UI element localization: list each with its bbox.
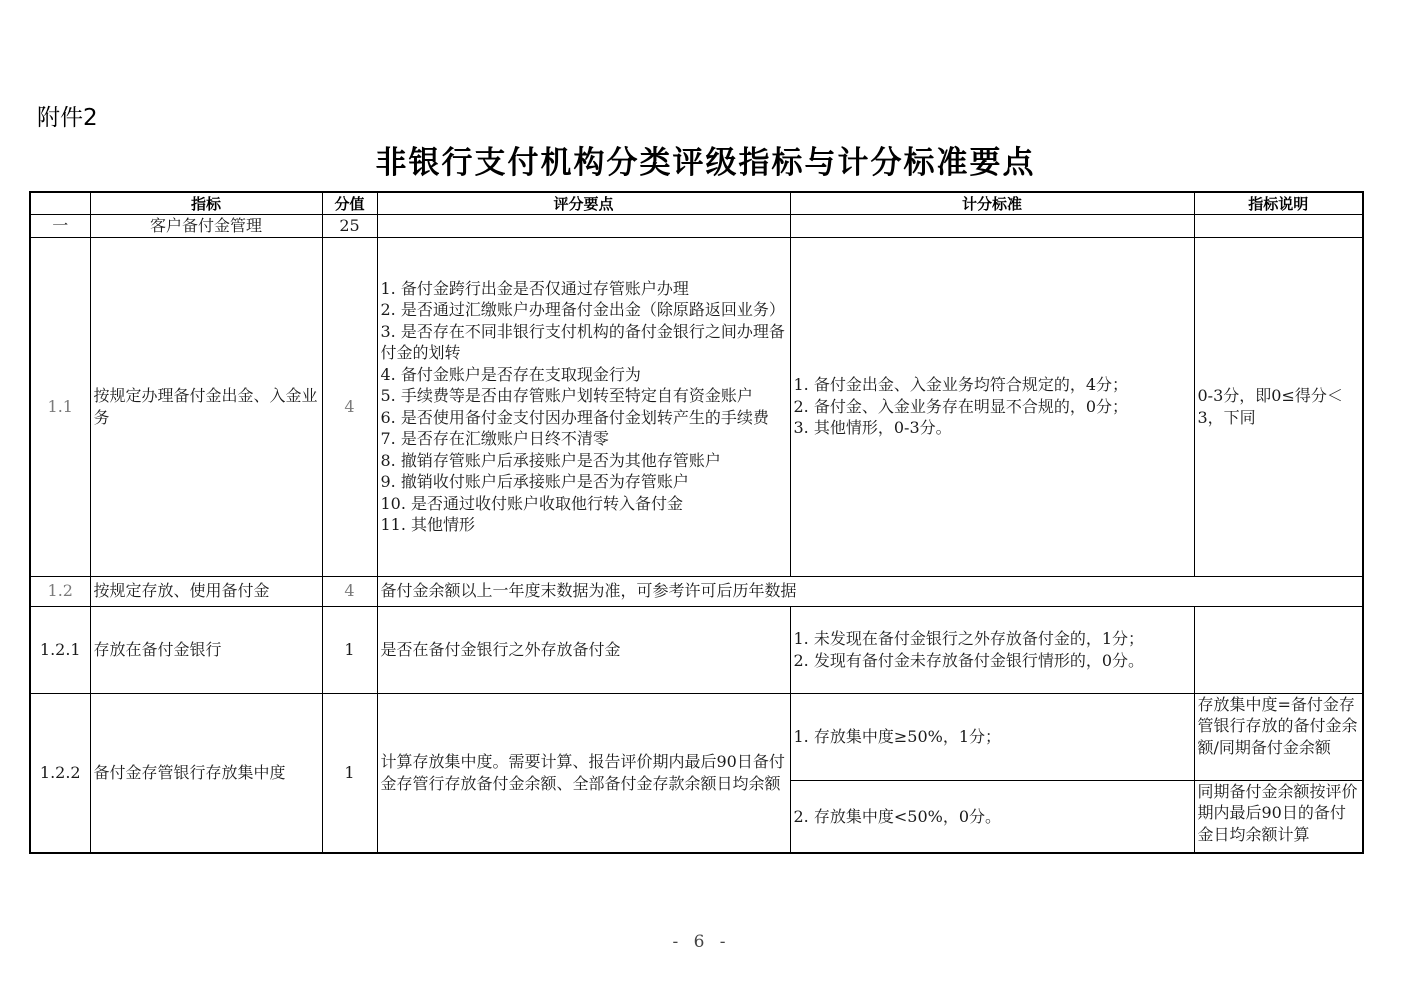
- scoring-point-line: 4. 备付金账户是否存在支取现金行为: [380, 364, 641, 384]
- attachment-label: 附件2: [37, 105, 98, 131]
- scoring-standard-line: 2. 存放集中度<50%，0分。: [793, 806, 1002, 826]
- document-title: 非银行支付机构分类评级指标与计分标准要点: [375, 145, 1036, 181]
- row-score: 1: [322, 606, 377, 693]
- scoring-point-line: 备付金余额以上一年度末数据为准，可参考许可后历年数据: [380, 581, 797, 601]
- row-scoring-standard: [790, 780, 1194, 853]
- row-indicator: 客户备付金管理: [90, 215, 322, 238]
- row-scoring-standard: [790, 693, 1194, 780]
- scoring-standard-line: 2. 发现有备付金未存放备付金银行情形的，0分。: [793, 650, 1145, 670]
- row-scoring-points: [377, 606, 790, 693]
- page-number: - 6 -: [672, 932, 731, 952]
- row-indicator-note: [1194, 693, 1363, 780]
- scoring-standard-line: 1. 存放集中度≥50%，1分；: [793, 726, 1002, 746]
- row-indicator: 备付金存管银行存放集中度: [90, 693, 322, 853]
- header-score: 分值: [322, 192, 377, 215]
- table-row: [30, 576, 1363, 606]
- scoring-point-line: 3. 是否存在不同非银行支付机构的备付金银行之间办理备付金的划转: [380, 321, 785, 362]
- header-number: [30, 192, 90, 215]
- scoring-point-line: 6. 是否使用备付金支付因办理备付金划转产生的手续费: [380, 407, 769, 427]
- table-body: [30, 215, 1363, 854]
- header-row: [30, 192, 1363, 215]
- table-header: [30, 192, 1363, 215]
- scoring-point-line: 8. 撤销存管账户后承接账户是否为其他存管账户: [380, 450, 721, 470]
- row-scoring-points: [377, 237, 790, 576]
- scoring-point-line: 1. 备付金跨行出金是否仅通过存管账户办理: [380, 278, 689, 298]
- scoring-standard-line: 2. 备付金、入金业务存在明显不合规的，0分；: [793, 396, 1129, 416]
- row-indicator-note: [1194, 215, 1363, 238]
- row-indicator-note: [1194, 780, 1363, 853]
- row-number: 1.2.1: [30, 606, 90, 693]
- row-number: 一: [30, 215, 90, 238]
- row-indicator-note: [1194, 237, 1363, 576]
- scoring-point-line: 11. 其他情形: [380, 515, 476, 534]
- row-score: 4: [322, 576, 377, 606]
- row-scoring-points: [377, 693, 790, 853]
- scoring-point-line: 7. 是否存在汇缴账户日终不清零: [380, 429, 609, 448]
- scoring-point-line: 计算存放集中度。需要计算、报告评价期内最后90日备付金存管行存放备付金余额、全部备付金存款余额日均余额: [380, 752, 785, 793]
- indicator-note-line: 同期备付金余额按评价期内最后90日的备付金日均余额计算: [1197, 781, 1358, 844]
- table-row: [30, 215, 1363, 238]
- indicator-note-line: 存放集中度=备付金存管银行存放的备付金余额/同期备付金余额: [1197, 694, 1358, 757]
- scoring-point-line: 2. 是否通过汇缴账户办理备付金出金（除原路返回业务）: [380, 300, 785, 319]
- header-indicator-note: 指标说明: [1194, 192, 1363, 215]
- row-number: 1.1: [30, 237, 90, 576]
- row-scoring-standard: [790, 215, 1194, 238]
- row-indicator: 按规定存放、使用备付金: [90, 576, 322, 606]
- scoring-point-line: 9. 撤销收付账户后承接账户是否为存管账户: [380, 472, 689, 491]
- scoring-point-line: 10. 是否通过收付账户收取他行转入备付金: [380, 493, 684, 513]
- scoring-point-line: 5. 手续费等是否由存管账户划转至特定自有资金账户: [380, 386, 753, 405]
- row-score: 4: [322, 237, 377, 576]
- row-score: 1: [322, 693, 377, 853]
- row-indicator: 存放在备付金银行: [90, 606, 322, 693]
- table-row: [30, 693, 1363, 780]
- row-number: 1.2: [30, 576, 90, 606]
- table-row: [30, 606, 1363, 693]
- header-scoring-standard: 计分标准: [790, 192, 1194, 215]
- table-row: [30, 237, 1363, 576]
- indicator-note-line: 0-3分，即0≤得分＜3，下同: [1197, 386, 1343, 427]
- row-indicator-note: [1194, 606, 1363, 693]
- row-scoring-standard: [790, 237, 1194, 576]
- scoring-table: [29, 191, 1364, 854]
- scoring-standard-line: 1. 未发现在备付金银行之外存放备付金的，1分；: [793, 629, 1145, 648]
- row-number: 1.2.2: [30, 693, 90, 853]
- row-indicator: 按规定办理备付金出金、入金业务: [90, 237, 322, 576]
- header-scoring-points: 评分要点: [377, 192, 790, 215]
- row-scoring-points: [377, 215, 790, 238]
- row-score: 25: [322, 215, 377, 238]
- row-scoring-standard: [790, 606, 1194, 693]
- header-indicator: 指标: [90, 192, 322, 215]
- scoring-standard-line: 3. 其他情形，0-3分。: [793, 418, 952, 438]
- scoring-standard-line: 1. 备付金出金、入金业务均符合规定的，4分；: [793, 375, 1129, 395]
- row-scoring-points: [377, 576, 1363, 606]
- scoring-point-line: 是否在备付金银行之外存放备付金: [380, 639, 621, 659]
